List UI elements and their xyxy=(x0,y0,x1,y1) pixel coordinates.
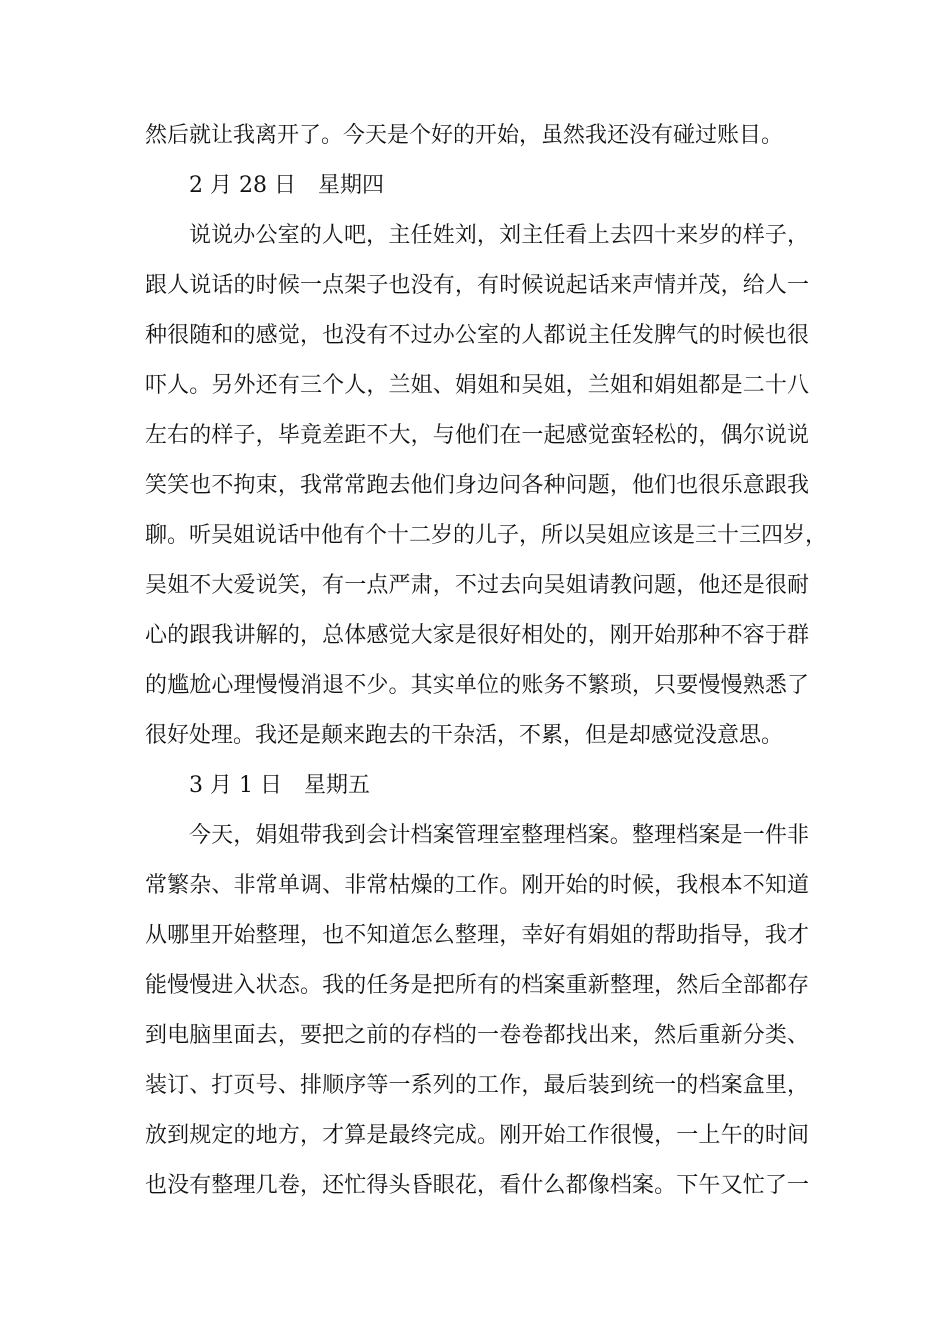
body-line: 放到规定的地方，才算是最终完成。刚开始工作很慢，一上午的时间 xyxy=(145,1123,809,1148)
body-line: 吴姐不大爱说笑，有一点严肃，不过去向吴姐请教问题，他还是很耐 xyxy=(145,573,809,598)
body-line: 左右的样子，毕竟差距不大，与他们在一起感觉蛮轻松的，偶尔说说 xyxy=(145,423,809,448)
body-line: 能慢慢进入状态。我的任务是把所有的档案重新整理，然后全部都存 xyxy=(145,973,809,998)
body-line: 然后就让我离开了。今天是个好的开始，虽然我还没有碰过账目。 xyxy=(145,123,784,148)
body-line: 装订、打页号、排顺序等一系列的工作，最后装到统一的档案盒里， xyxy=(145,1073,809,1098)
body-line: 到电脑里面去，要把之前的存档的一卷卷都找出来，然后重新分类、 xyxy=(145,1023,809,1048)
paragraph-first-line: 今天，娟姐带我到会计档案管理室整理档案。整理档案是一件非 xyxy=(189,823,809,848)
body-line: 也没有整理几卷，还忙得头昏眼花，看什么都像档案。下午又忙了一 xyxy=(145,1173,809,1198)
body-line: 跟人说话的时候一点架子也没有，有时候说起话来声情并茂，给人一 xyxy=(145,273,809,298)
body-line: 种很随和的感觉，也没有不过办公室的人都说主任发脾气的时候也很 xyxy=(145,323,809,348)
body-line: 心的跟我讲解的，总体感觉大家是很好相处的，刚开始那种不容于群 xyxy=(145,623,809,648)
body-line: 聊。听吴姐说话中他有个十二岁的儿子，所以吴姐应该是三十三四岁， xyxy=(145,523,828,548)
paragraph-first-line: 说说办公室的人吧，主任姓刘，刘主任看上去四十来岁的样子， xyxy=(189,223,809,248)
body-line: 从哪里开始整理，也不知道怎么整理，幸好有娟姐的帮助指导，我才 xyxy=(145,923,809,948)
body-line: 的尴尬心理慢慢消退不少。其实单位的账务不繁琐，只要慢慢熟悉了 xyxy=(145,673,809,698)
body-line: 笑笑也不拘束，我常常跑去他们身边问各种问题，他们也很乐意跟我 xyxy=(145,473,809,498)
body-line: 吓人。另外还有三个人，兰姐、娟姐和吴姐，兰姐和娟姐都是二十八 xyxy=(145,373,809,398)
body-line: 常繁杂、非常单调、非常枯燥的工作。刚开始的时候，我根本不知道 xyxy=(145,873,809,898)
diary-date-heading: 3 月 1 日 星期五 xyxy=(189,773,370,798)
diary-date-heading: 2 月 28 日 星期四 xyxy=(189,173,384,198)
body-line: 很好处理。我还是颠来跑去的干杂活，不累，但是却感觉没意思。 xyxy=(145,723,784,748)
